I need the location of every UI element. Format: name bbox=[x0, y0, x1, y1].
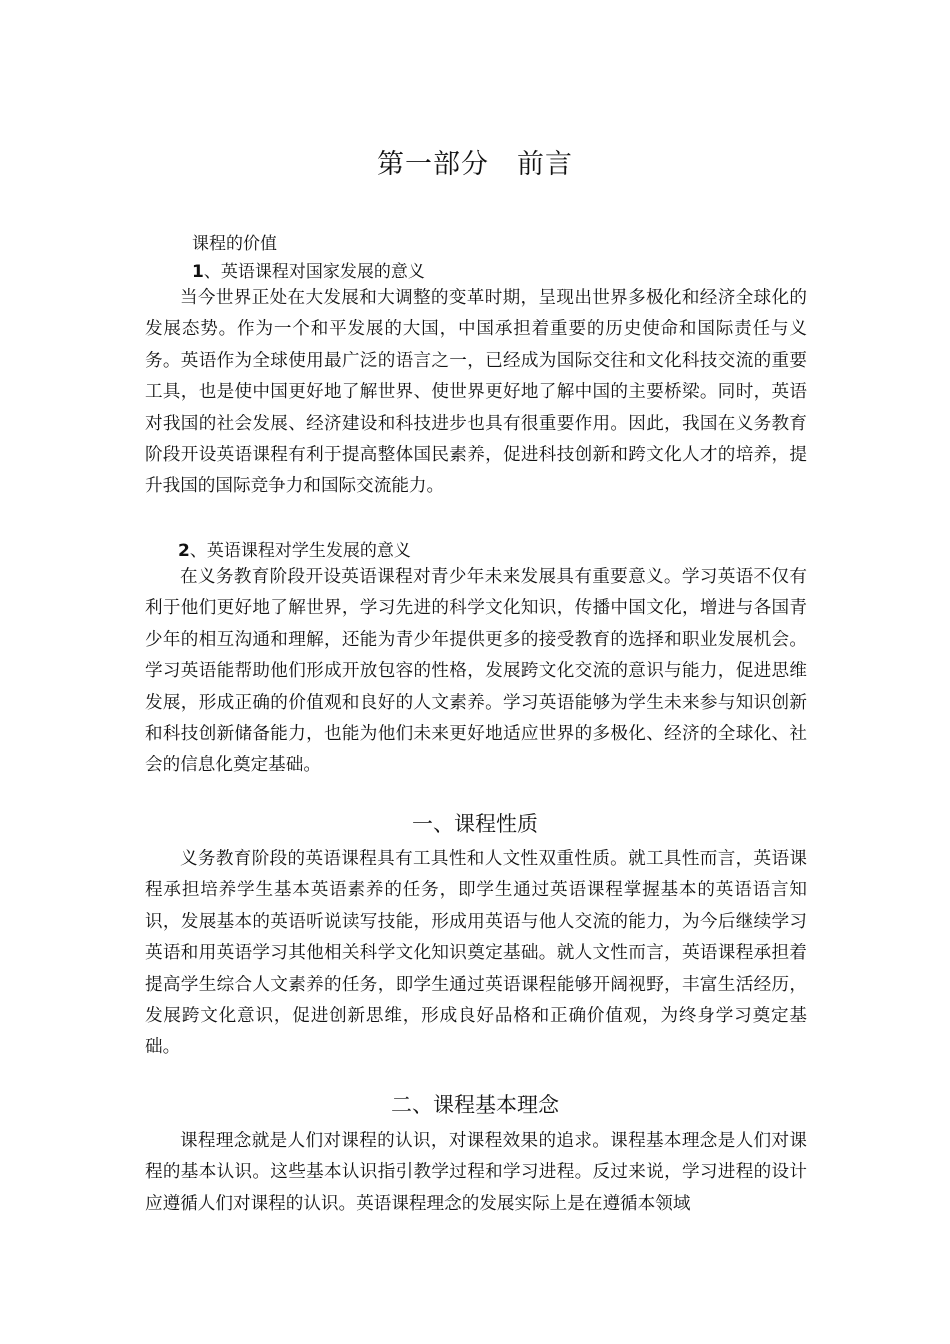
paragraph-student-development: 在义务教育阶段开设英语课程对青少年未来发展具有重要意义。学习英语不仅有利于他们更好地了解世界，学习先进的科学文化知识，传播中国文化，增进与各国青少年的相互沟通和理解，还能为青少年提供更多的接受教育的选择和职业发展机会。学习英语能帮助他们形成开放包容的性格，发展跨文化交流的意识与能力，促进思维发展，形成正确的价值观和良好的人文素养。学习英语能够为学生未来参与知识创新和科技创新储备能力，也能为他们未来更好地适应世界的多极化、经济的全球化、社会的信息化奠定基础。 bbox=[145, 567, 807, 776]
subheading-text: 、英语课程对国家发展的意义 bbox=[203, 262, 425, 282]
subheading-text: 、英语课程对学生发展的意义 bbox=[189, 541, 411, 561]
page-title: 第一部分 前言 bbox=[377, 149, 573, 180]
subheading-national-development bbox=[192, 257, 425, 282]
section-heading-course-nature: 一、课程性质 bbox=[412, 812, 538, 836]
subheading-number: 1 bbox=[192, 262, 204, 282]
paragraph-course-concepts: 课程理念就是人们对课程的认识，对课程效果的追求。课程基本理念是人们对课程的基本认识。这些基本认识指引教学过程和学习进程。反过来说，学习进程的设计应遵循人们对课程的认识。英语课程理念的发展实际上是在遵循本领域 bbox=[145, 1131, 807, 1214]
paragraph-national-development: 当今世界正处在大发展和大调整的变革时期，呈现出世界多极化和经济全球化的发展态势。作为一个和平发展的大国，中国承担着重要的历史使命和国际责任与义务。英语作为全球使用最广泛的语言之一，已经成为国际交往和文化科技交流的重要工具，也是使中国更好地了解世界、使世界更好地了解中国的主要桥梁。同时，英语对我国的社会发展、经济建设和科技进步也具有很重要作用。因此，我国在义务教育阶段开设英语课程有利于提高整体国民素养，促进科技创新和跨文化人才的培养，提升我国的国际竞争力和国际交流能力。 bbox=[145, 288, 807, 497]
subheading-student-development bbox=[178, 536, 411, 561]
subheading-number: 2 bbox=[178, 541, 190, 561]
course-value-heading: 课程的价值 bbox=[192, 234, 277, 254]
section-heading-course-concepts: 二、课程基本理念 bbox=[391, 1093, 559, 1117]
paragraph-course-nature: 义务教育阶段的英语课程具有工具性和人文性双重性质。就工具性而言，英语课程承担培养学生基本英语素养的任务，即学生通过英语课程掌握基本的英语语言知识，发展基本的英语听说读写技能，形成用英语与他人交流的能力，为今后继续学习英语和用英语学习其他相关科学文化知识奠定基础。就人文性而言，英语课程承担着提高学生综合人文素养的任务，即学生通过英语课程能够开阔视野，丰富生活经历，发展跨文化意识，促进创新思维，形成良好品格和正确价值观，为终身学习奠定基础。 bbox=[145, 849, 807, 1058]
